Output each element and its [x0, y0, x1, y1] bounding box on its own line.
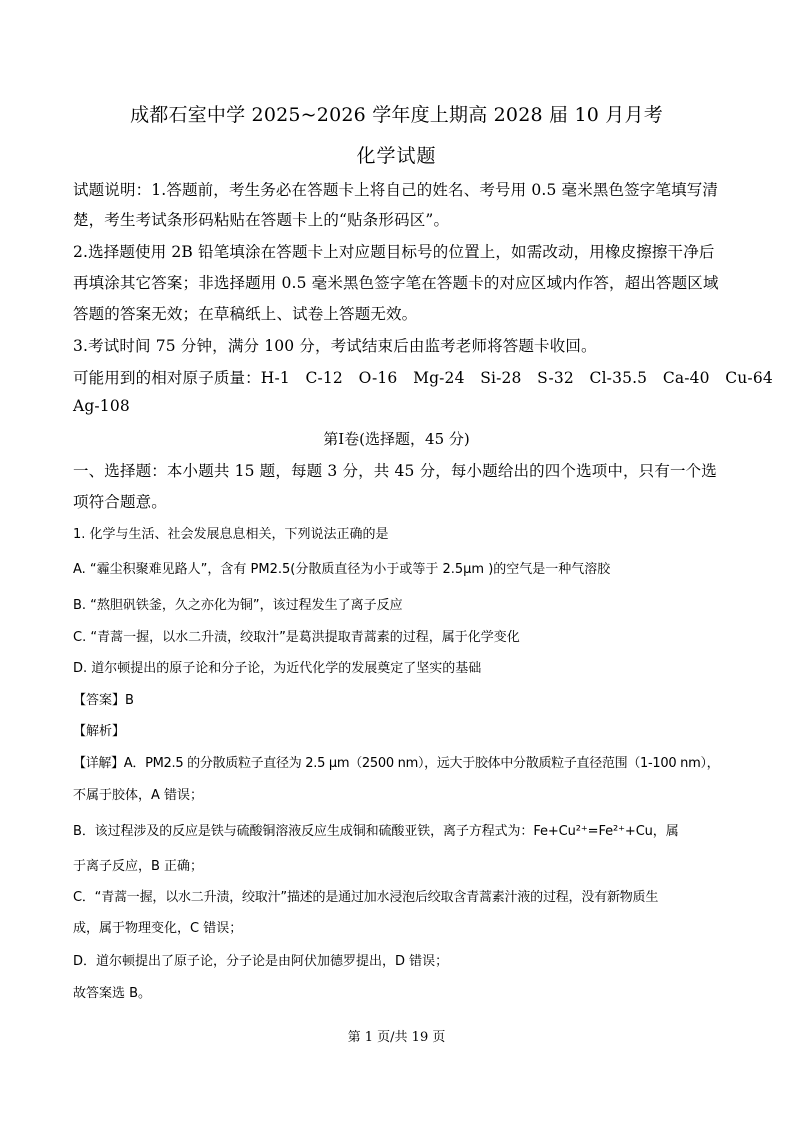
instructions-line-1: 试题说明：1.答题前，考生务必在答题卡上将自己的姓名、考号用 0.5 毫米黑色签字笔填写清	[73, 181, 719, 199]
detail-c-line-2: 成，属于物理变化，C 错误；	[73, 921, 243, 936]
instructions-line-5: 答题的答案无效；在草稿纸上、试卷上答题无效。	[73, 305, 418, 323]
detail-b-line-2: 于离子反应，B 正确；	[73, 859, 204, 874]
section-description-line-1: 一、选择题：本小题共 15 题，每题 3 分，共 45 分，每小题给出的四个选项中，只有一个选	[73, 462, 717, 480]
detail-c-line-1: C．“青蒿一握，以水二升渍，绞取汁”描述的是通过加水浸泡后绞取含青蒿素汁液的过程，没有新物质生	[73, 890, 659, 905]
page-number: 第 1 页/共 19 页	[347, 1030, 446, 1045]
detail-a-line-1: 【详解】A．PM2.5 的分散质粒子直径为 2.5 μm（2500 nm），远大于胶体中分散质粒子直径范围（1-100 nm），	[73, 756, 720, 771]
atomic-masses-line-2: Ag-108	[73, 397, 130, 415]
detail-d-line: D．道尔顿提出了原子论，分子论是由阿伏加德罗提出，D 错误；	[73, 954, 449, 969]
instructions-line-2: 楚，考生考试条形码粘贴在答题卡上的“贴条形码区”。	[73, 211, 450, 229]
instructions-line-3: 2.选择题使用 2B 铅笔填涂在答题卡上对应题目标号的位置上，如需改动，用橡皮擦擦干净后	[73, 243, 715, 261]
conclusion-line: 故答案选 B。	[73, 986, 152, 1001]
option-c: C. “青蒿一握，以水二升渍，绞取汁”是葛洪提取青蒿素的过程，属于化学变化	[73, 630, 520, 645]
exam-title: 成都石室中学 2025~2026 学年度上期高 2028 届 10 月月考	[130, 104, 663, 126]
section-title: 第Ⅰ卷(选择题，45 分)	[323, 430, 470, 448]
detail-b-line-1: B．该过程涉及的反应是铁与硫酸铜溶液反应生成铜和硫酸亚铁，离子方程式为：Fe+Cu²⁺=Fe²⁺+Cu，属	[73, 824, 679, 839]
instructions-line-4: 再填涂其它答案；非选择题用 0.5 毫米黑色签字笔在答题卡的对应区域内作答，超出答题区域	[73, 274, 719, 292]
atomic-masses-line: 可能用到的相对原子质量：H-1 C-12 O-16 Mg-24 Si-28 S-32 Cl-35.5 Ca-40 Cu-64	[73, 369, 773, 387]
option-d: D. 道尔顿提出的原子论和分子论，为近代化学的发展奠定了坚实的基础	[73, 661, 482, 676]
instructions-line-6: 3.考试时间 75 分钟，满分 100 分，考试结束后由监考老师将答题卡收回。	[73, 337, 597, 355]
option-b: B. “熬胆矾铁釜，久之亦化为铜”，该过程发生了离子反应	[73, 598, 403, 613]
option-a: A. “霾尘积聚难见路人”，含有 PM2.5(分散质直径为小于或等于 2.5μm )的空气是一种气溶胶	[73, 562, 611, 577]
section-description-line-2: 项符合题意。	[73, 493, 167, 511]
answer-label: 【答案】B	[73, 693, 134, 708]
question-stem: 1. 化学与生活、社会发展息息相关，下列说法正确的是	[73, 527, 389, 542]
analysis-label: 【解析】	[73, 724, 126, 739]
detail-a-line-2: 不属于胶体，A 错误；	[73, 788, 204, 803]
exam-subtitle: 化学试题	[356, 145, 437, 167]
